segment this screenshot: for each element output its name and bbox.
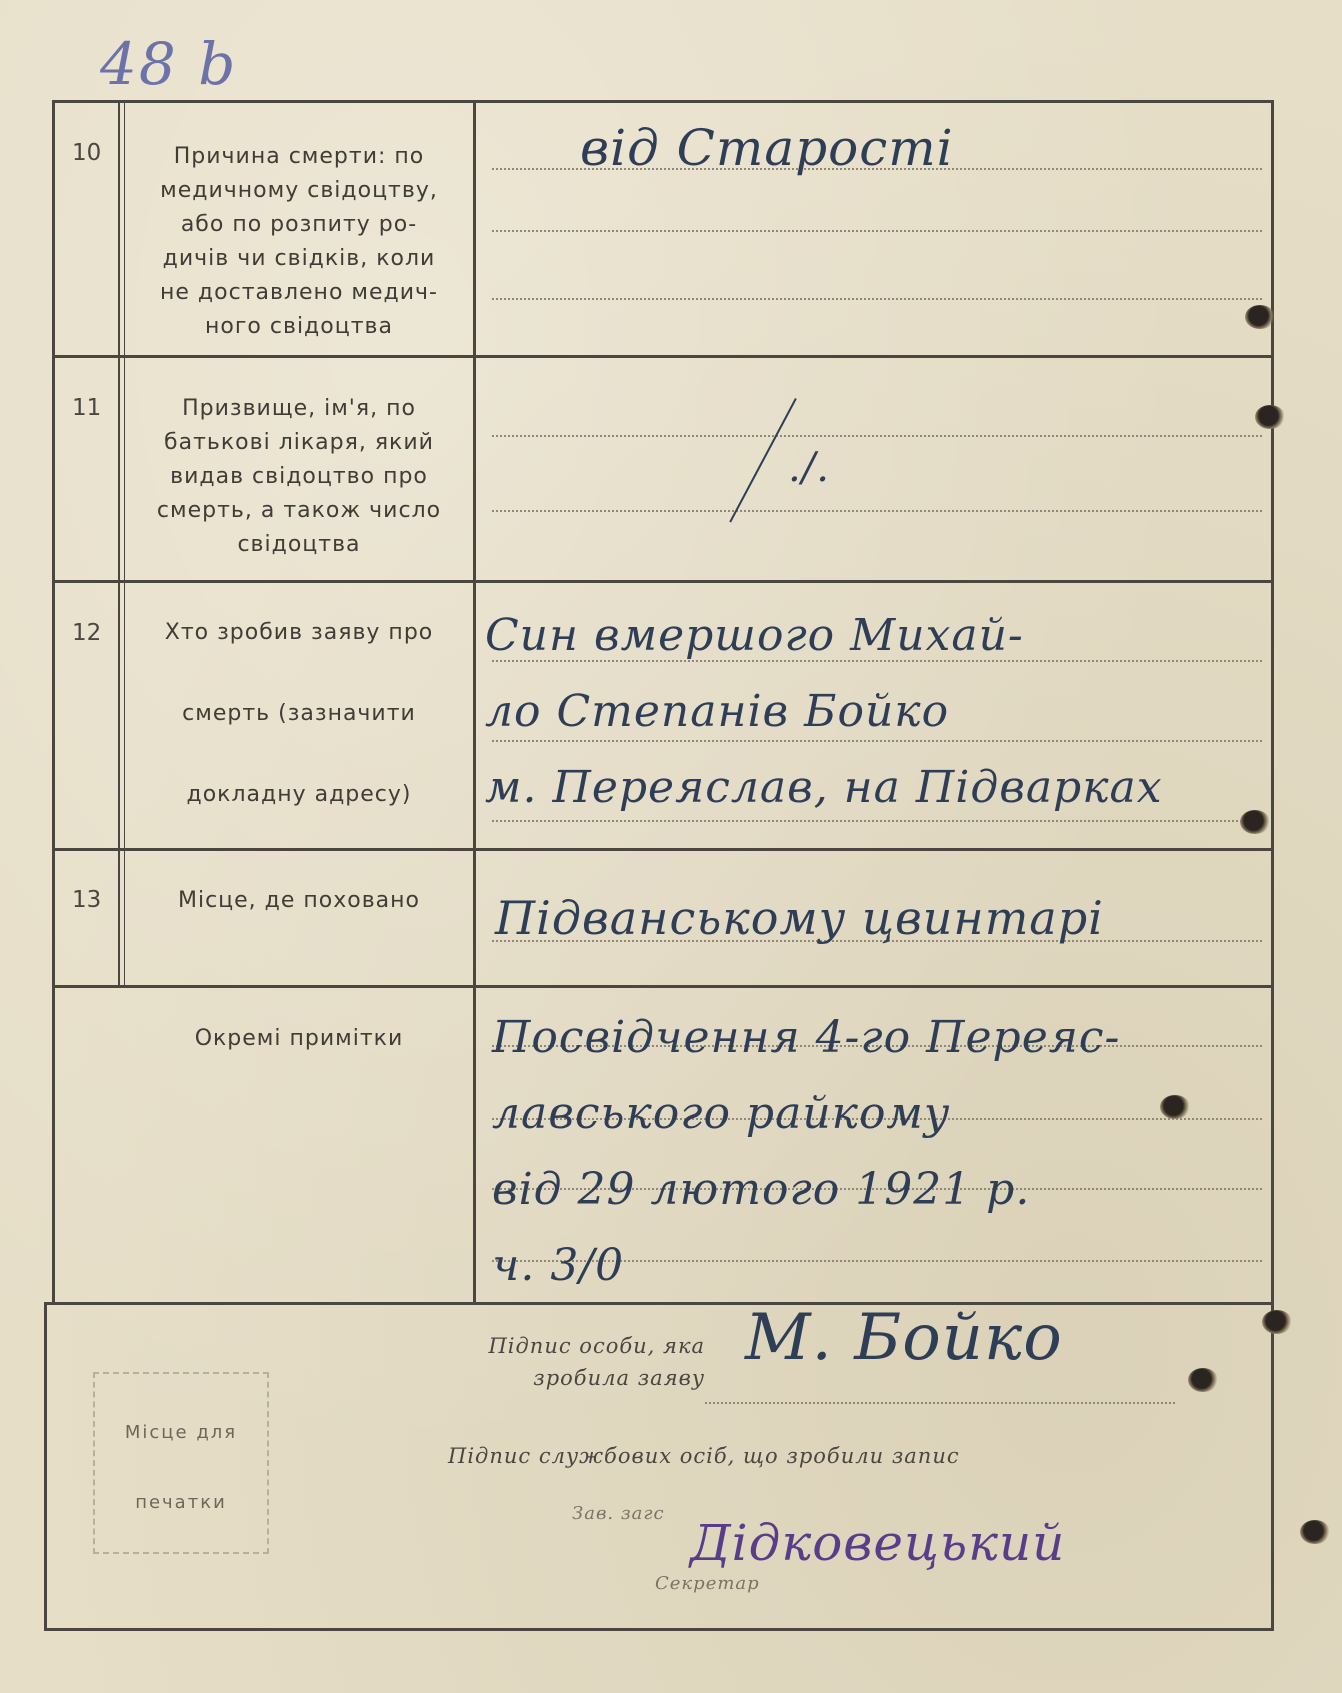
table-bottom-border — [44, 1628, 1274, 1631]
entry-declarant: Син вмершого Михай- ло Степанів Бойко м. Переяслав, на Підварках — [485, 610, 1163, 813]
signature-left-border — [44, 1302, 47, 1630]
number-column-divider — [124, 100, 125, 985]
stamp-placeholder — [93, 1372, 269, 1554]
row-separator — [52, 355, 1274, 358]
writing-line — [492, 298, 1262, 300]
secretary-caption: Секретар — [655, 1573, 760, 1594]
binding-hole — [1300, 1520, 1330, 1544]
officials-signature-caption: Підпис службових осіб, що зробили запис — [448, 1444, 960, 1468]
entry-doctor: ./. — [788, 445, 830, 491]
row-label-doctor: Призвище, ім'я, по батькові лікаря, який видав свідоцтво про смерть, а також число свідоцтва — [156, 396, 442, 557]
binding-hole — [1255, 405, 1285, 429]
table-right-border — [1271, 100, 1274, 1630]
registry-head-caption: Зав. загс — [572, 1503, 665, 1524]
stamp-label-line2: печатки — [135, 1492, 227, 1513]
writing-line — [492, 230, 1262, 232]
applicant-signature-caption: Підпис особи, яка зробила заяву — [488, 1334, 705, 1390]
entry-remarks: Посвідчення 4-го Переяс- лавського райкому від 29 лютого 1921 р. ч. 3/0 — [492, 1012, 1121, 1291]
label-column-divider — [473, 100, 476, 1302]
table-top-border — [52, 100, 1274, 103]
entry-burial-place: Підванському цвинтарі — [495, 891, 1104, 945]
signature-line — [705, 1402, 1175, 1404]
archive-number: 48 b — [100, 30, 238, 98]
row-number: 13 — [72, 887, 102, 913]
applicant-signature: М. Бойко — [745, 1301, 1063, 1375]
row-label-declarant: Хто зробив заяву про смерть (зазначити докладну адресу) — [164, 620, 434, 807]
number-column-divider — [118, 100, 120, 985]
row-number: 11 — [72, 395, 102, 421]
row-number: 10 — [72, 140, 102, 166]
row-label-remarks: Окремі примітки — [194, 1026, 404, 1051]
stamp-label-line1: Місце для — [124, 1422, 238, 1443]
row-separator — [52, 580, 1274, 583]
binding-hole — [1245, 305, 1275, 329]
binding-hole — [1188, 1368, 1218, 1392]
entry-cause-of-death: від Старості — [580, 119, 954, 177]
row-separator — [52, 848, 1274, 851]
row-separator — [52, 985, 1274, 988]
row-label-burial-place: Місце, де поховано — [177, 888, 421, 913]
row-label-cause-of-death: Причина смерти: по медичному свідоцтву, або по розпиту ро- дичів чи свідків, коли не доставлено медич- ного свідоцтва — [160, 144, 438, 339]
table-left-border — [52, 100, 55, 1302]
official-signature: Дідковецький — [690, 1514, 1066, 1572]
writing-line — [492, 510, 1262, 512]
binding-hole — [1160, 1095, 1190, 1119]
binding-hole — [1240, 810, 1270, 834]
binding-hole — [1262, 1310, 1292, 1334]
row-number: 12 — [72, 620, 102, 646]
writing-line — [492, 435, 1262, 437]
